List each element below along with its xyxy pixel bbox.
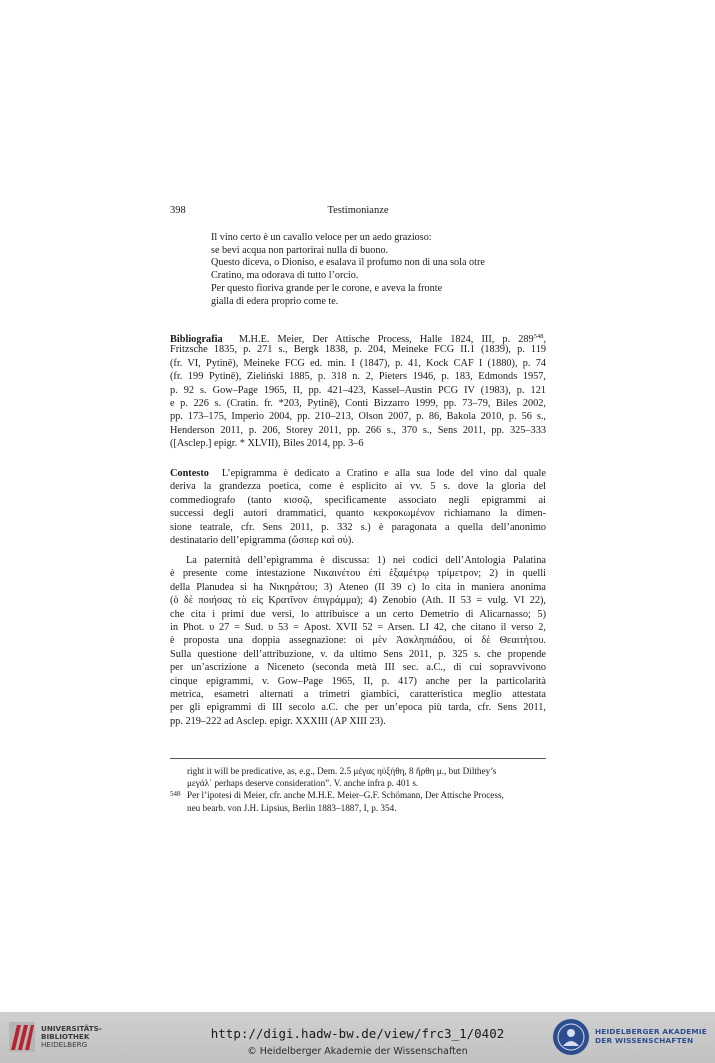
- footnote-line: Per l’ipotesi di Meier, cfr. anche M.H.E. Meier–G.F. Schömann, Der Attische Process,: [187, 790, 504, 801]
- contesto-line: successi degli autori drammatici, quanto κεκροκωμένον richiamano la dimen-: [170, 508, 546, 520]
- poem-translation: [211, 232, 541, 308]
- bibliografia-line: M.H.E. Meier, Der Attische Process, Halle 1824, III, p. 289: [238, 334, 534, 345]
- academy-name[interactable]: HEIDELBERGER AKADEMIE DER WISSENSCHAFTEN: [595, 1027, 707, 1045]
- paragraph-line: metrica, esametri alternati a trimetri giambici, caratteristica meglio attestata: [170, 688, 546, 700]
- footnote-line: right it will be predicative, as, e.g., Dem. 2.5 μέγας ηὐξήθη, 8 ἤρθη μ., but Dilthey’s: [187, 766, 497, 776]
- paragraph-line: è proposta una doppia assegnazione: οἱ μὲν Ἀσκληπιάδου, οἱ δὲ Θεαιτήτου.: [170, 635, 546, 647]
- bibliografia-line: Fritzsche 1835, p. 271 s., Bergk 1838, p. 204, Meineke FCG II.1 (1839), p. 119: [170, 344, 546, 356]
- paragraph-line: per gli epigrammi di III secolo a.C. che per un’epoca più tarda, cfr. Sens 2011,: [170, 702, 546, 714]
- footnote-line: μεγάλ᾽ perhaps deserve consideration”. V. anche infra p. 401 s.: [187, 778, 419, 789]
- bibliografia-section: Bibliografia M.H.E. Meier, Der Attische Process, Halle 1824, III, p. $289^{548}$, Fritzsche 1835, p. 271 s., Bergk 1838, p. 204, Meineke FCG II.1 (1839), p. 119 (fr. VI, Pytinē), Meineke FCG ed. min. I (1847), p. 41, Kock CAF I (1880), p. 74 (fr. 199 Pytinē), Zieliński 1885, p. 318 n. 2, Pieters 1946, p. 183, Edmonds 1957, p. 92 s. Gow–Page 1965, II, pp. 421–423, Kassel–Austin PCG IV (1983), p. 121 e p. 226 s. (Cratin. fr. *203, Pytinē), Conti Bizzarro 1999, pp. 73–79, Biles 2002, pp. 173–175, Imperio 2004, pp. 210–213, Olson 2007, p. 86, Bakola 2010, p. 56 s., Henderson 2011, p. 206, Storey 2011, pp. 266 s., 370 s., Sens 2011, pp. 325–333 ([Asclep.] epigr. * XLVII), Biles 2014, pp. 3–6: [170, 333, 547, 450]
- footnotes: [170, 765, 546, 814]
- footnote-ref: 548: [533, 333, 544, 340]
- paragraph-line: (ὁ δὲ ποιήσας τὸ εἰς Κρατῖνον ἐπιγράμμα); 4) Zenobio (Ath. II 53 = vulg. VI 22),: [170, 595, 546, 607]
- copyright-notice: © Heidelberger Akademie der Wissenschaften: [247, 1046, 468, 1057]
- academy-seal-icon[interactable]: [553, 1019, 589, 1055]
- footnote-number: 548: [170, 790, 181, 799]
- paragraph-line: pp. 219–222 ad Asclep. epigr. XXXIII (AP XIII 23).: [170, 715, 386, 727]
- page-number: 398: [170, 205, 186, 216]
- paragraph-line: cinque epigrammi, v. Gow–Page 1965, II, p. 417) anche per la particolarità: [170, 675, 546, 687]
- contesto-label: Contesto: [170, 468, 209, 479]
- running-header: [170, 205, 546, 221]
- footnote-line: neu bearb. von J.H. Lipsius, Berlin 1883–1887, I, p. 354.: [187, 802, 397, 813]
- bibliografia-line: e p. 226 s. (Cratin. fr. *203, Pytinē), Conti Bizzarro 1999, pp. 73–79, Biles 2002,: [170, 397, 546, 409]
- paragraph-line: che cita i primi due versi, lo attribuisce a un certo Demetrio di Alicarnasso; 5): [170, 608, 546, 620]
- contesto-line: sione teatrale, cfr. Sens 2011, p. 332 s.) è paragonata a quella dell’anonimo: [170, 521, 546, 533]
- paragraph-line: La paternità dell’epigramma è discussa: 1) nei codici dell’Antologia Palatina: [186, 555, 546, 566]
- paragraph-line: Sulla questione dell’attribuzione, v. da ultimo Sens 2011, p. 325 s. che propende: [170, 648, 546, 660]
- paternita-paragraph: [170, 554, 546, 728]
- paragraph-line: è presente come intestazione Νικαινέτου ἐπὶ ἑξαμέτρῳ τρίμετρον; 2) in quelli: [170, 568, 546, 580]
- university-library-name[interactable]: UNIVERSITÄTS- BIBLIOTHEK HEIDELBERG: [41, 1024, 102, 1050]
- paragraph-line: della Planudea si ha Νικηράτου; 3) Ateneo (II 39 c) lo cita in maniera anonima: [170, 581, 546, 593]
- footnote-divider: [170, 758, 546, 759]
- contesto-line: L’epigramma è dedicato a Cratino e alla sua lode del vino dal quale: [221, 468, 546, 479]
- paragraph-line: in Phot. υ 27 = Sud. υ 53 = Apost. XVII 52 = Arsen. LI 42, che citano il verso 2,: [170, 621, 546, 633]
- poem-line: Questo diceva, o Dioniso, e esalava il profumo non di una sola otre: [211, 257, 485, 269]
- bibliografia-line: pp. 173–175, Imperio 2004, pp. 210–213, Olson 2007, p. 86, Bakola 2010, p. 56 s.,: [170, 411, 546, 423]
- bibliografia-line: ([Asclep.] epigr. * XLVII), Biles 2014, pp. 3–6: [170, 438, 364, 450]
- viewer-footer: [0, 1012, 715, 1063]
- poem-line: se bevi acqua non partorirai nulla di buono.: [211, 244, 389, 256]
- poem-line: Il vino certo è un cavallo veloce per un aedo grazioso:: [211, 232, 432, 243]
- poem-line: Cratino, ma odorava di tutto l’orcio.: [211, 270, 359, 282]
- running-title: Testimonianze: [327, 205, 389, 216]
- poem-line: Per questo fioriva grande per le corone, e aveva la fronte: [211, 282, 443, 294]
- paragraph-line: per un’ascrizione a Niceneto (seconda metà III sec. a.C., di cui sopravvivono: [170, 662, 546, 674]
- bibliografia-line: p. 92 s. Gow–Page 1965, II, pp. 421–423, Kassel–Austin PCG IV (1983), p. 121: [170, 384, 546, 396]
- bibliografia-line: Henderson 2011, p. 206, Storey 2011, pp. 266 s., 370 s., Sens 2011, pp. 325–333: [170, 424, 546, 436]
- bibliografia-line: (fr. 199 Pytinē), Zieliński 1885, p. 318 n. 2, Pieters 1946, p. 183, Edmonds 1957,: [170, 371, 546, 383]
- contesto-line: commediografo (tanto κισσῷ, specificamente associato negli epigrammi ai: [170, 494, 546, 506]
- document-url-link[interactable]: http://digi.hadw-bw.de/view/frc3_1/0402: [210, 1026, 505, 1041]
- bibliografia-label: Bibliografia: [170, 334, 223, 345]
- contesto-line: deriva la grandezza poetica, come è esplicito ai vv. 5 s. dove la gloria del: [170, 481, 546, 493]
- bibliografia-line: (fr. VI, Pytinē), Meineke FCG ed. min. I (1847), p. 41, Kock CAF I (1880), p. 74: [170, 357, 546, 369]
- contesto-line: destinatario dell’epigramma (ὥσπερ καὶ σύ).: [170, 534, 354, 546]
- poem-line: gialla di edera proprio come te.: [211, 295, 339, 307]
- contesto-section: [170, 467, 546, 547]
